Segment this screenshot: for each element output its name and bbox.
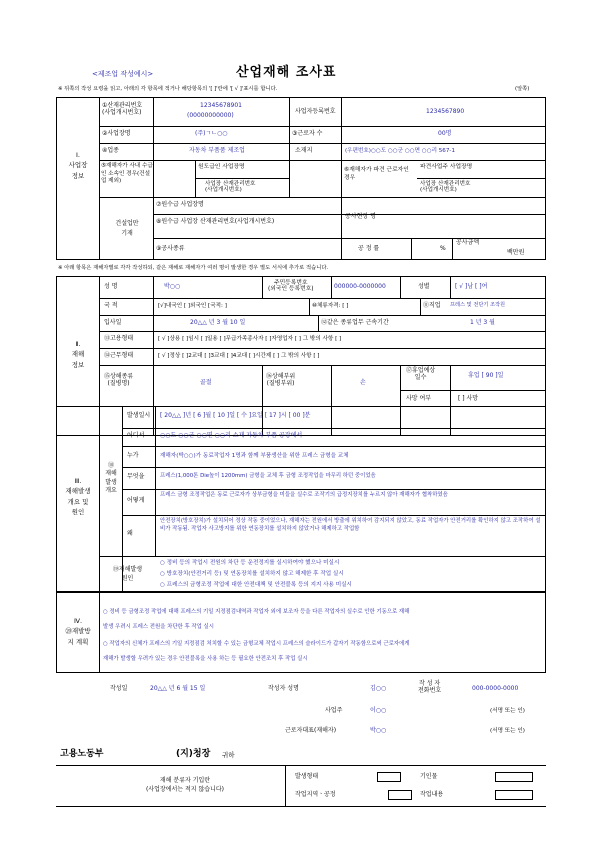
phone-value[interactable]: 000-0000-0000	[472, 685, 519, 692]
cause-line[interactable]: ○ 프레스의 금형조정 작업에 대한 안전대책 및 안전블록 등의 지지 사용 미실시	[160, 582, 352, 588]
sex-value[interactable]: [ √ ]남 [ ]여	[455, 283, 488, 290]
section2-label: Ⅱ. 재해 정보	[71, 340, 85, 369]
sub-no-label: ⑧원수급 사업장 산재관리번호(사업개시번호)	[156, 218, 275, 225]
contract-parent-no-label: 사업장 산재관리번호 (사업개시번호)	[205, 181, 256, 194]
when-label: 발생일시	[127, 412, 151, 419]
injury-type-label: ⑮상해종류 (질병명)	[104, 373, 134, 387]
type-label: 발생형태	[295, 773, 319, 780]
rep-value[interactable]: 박○○	[370, 727, 387, 734]
construction-label: 건설업만 기재	[115, 220, 139, 237]
prevention-line[interactable]: 재해가 발생할 우려가 있는 경우 안전블록을 사용 하는 등 필요한 안전조치 후 작업 실시	[103, 656, 308, 662]
rep-sign[interactable]: (서명 또는 인)	[490, 728, 525, 734]
death-value[interactable]: [ ] 사망	[458, 395, 479, 402]
prevention-line[interactable]: ○ 작업자의 신체가 프레스의 기일 지정점검 처치할 수 있는 금형교체 작업시 프레스의 슬라이드가 갑자기 작동함으로써 근로자에게	[103, 641, 410, 647]
where-label: 어디서	[127, 432, 145, 439]
prevention-line[interactable]: 발생 우려시 프레스 전원을 차단한 후 작업 실시	[103, 624, 214, 630]
company-name-label: ②사업장명	[102, 130, 131, 137]
workers-label: ③근로자 수	[292, 130, 323, 137]
cause-line[interactable]: ○ 방호장치(안전거리 등) 및 연동장치를 설치하지 않고 해제한 후 작업 실시	[160, 571, 344, 577]
accident-no-label: ①산재관리번호 (사업개시번호)	[102, 102, 143, 116]
what-value[interactable]: 프레스(1,000톤 Die높이 1200mm) 금형을 교체 후 금형 조정작업을 마무리 하던 중이었음	[160, 473, 376, 479]
page-title: 산업재해 조사표	[236, 65, 337, 80]
section4-label: Ⅳ. ⑳재발방 지 계획	[65, 617, 91, 646]
hire-label: 입사일	[104, 319, 122, 326]
work-form-value[interactable]: [ √ ]정상 [ ]2교대 [ ]3교대 [ ]4교대 [ ]시간제 [ ] 그 밖의 사항 [ ]	[158, 353, 320, 359]
amount-unit: 백만원	[507, 249, 525, 256]
employment-value[interactable]: [ √ ]상용 [ ]임시 [ ]일용 [ ]무급가족종사자 [ ]자영업자 [ ] 그 밖의 사항 [ ]	[158, 336, 342, 342]
nationality-value[interactable]: [√]내국인 [ ]외국인 [국적: ]	[158, 303, 227, 309]
how-label: 어떻게	[127, 497, 145, 504]
dispatch-no-label: 사업장 산재관리번호 (사업개시번호)	[420, 181, 471, 194]
address-value[interactable]: (우편번호)○○도 ○○군 ○○면 ○○리 567-1	[345, 148, 456, 154]
employer-label: 사업주	[325, 707, 343, 714]
recipient-head: (지)청장	[176, 749, 211, 759]
contract-label: ⑤재해자가 사내 수급인 소속인 경우(건설업 제외)	[101, 163, 153, 185]
business-start-no-value[interactable]: (00000000000)	[187, 112, 234, 119]
amount-label: 공사금액	[456, 239, 480, 246]
header-notice: ※ 뒤쪽의 작성 요령을 읽고, 아래의 각 항목에 적거나 해당항목의 '[ ]'란에 '[ √ ]'표시를 합니다.	[58, 86, 278, 92]
area-code-box[interactable]	[388, 790, 412, 800]
overview-label: ⑱ 재해 발생 개요	[105, 462, 117, 495]
writer-label: 작성자 성명	[268, 685, 299, 692]
type-code-box[interactable]	[377, 772, 401, 782]
rrn-value[interactable]: 000000-0000000	[334, 283, 386, 290]
injury-type-value[interactable]: 골절	[200, 379, 212, 386]
cause-code-box[interactable]	[495, 772, 533, 782]
business-reg-value[interactable]: 1234567890	[426, 108, 465, 115]
section3-label: Ⅲ. 재해발생 개요 및 원인	[65, 477, 91, 517]
progress-unit: %	[440, 245, 446, 252]
cause-line[interactable]: ○ 정비 등의 작업시 전원의 차단 등 운전정지를 실시하여야 했으나 미실시	[160, 560, 340, 566]
rep-label: 근로자대표(재해자)	[285, 727, 337, 734]
progress-label: 공 정 률	[358, 245, 380, 252]
address-label: 소재지	[295, 147, 313, 154]
phone-label: 작 성 자 전화번호	[418, 680, 442, 694]
work-form-label: ⑭근무형태	[104, 352, 134, 359]
name-value[interactable]: 박○○	[164, 283, 181, 290]
industry-value[interactable]: 자동차 부품품 제조업	[189, 147, 245, 154]
sub-company-label: ⑦원수급 사업장명	[156, 201, 204, 208]
company-name-value[interactable]: (주)ㄱㄴ○○	[195, 130, 228, 137]
accident-no-value[interactable]: 12345678901	[200, 102, 242, 109]
site-name-label: 공사현장 명	[345, 213, 376, 220]
rrn-label: 주민등록번호 (외국인 등록번호)	[268, 280, 314, 293]
work-type-label: ⑨공사종류	[156, 245, 185, 252]
job-label: ⑪직업	[423, 302, 441, 309]
cause-label: ⑲재해발생 원인	[112, 566, 143, 582]
business-reg-label: 사업자등록번호	[295, 108, 336, 115]
prevention-line[interactable]: ○ 정비 등 금형조정 작업에 대해 프레스의 기일 지정점검내역과 작업자 외에 보조자 등을 다른 작업자의 실수로 인한 기동으로 재해	[103, 609, 410, 615]
sex-label: 성별	[418, 283, 430, 290]
rest-label: ⑰휴업예상 일수	[406, 367, 436, 381]
employer-value[interactable]: 이○○	[370, 707, 387, 714]
dispatch-company-label: 파견사업주 사업장명	[420, 164, 473, 170]
task-code-box[interactable]	[495, 790, 533, 800]
contract-parent-label: 원도급인 사업장명	[198, 164, 245, 170]
writer-value[interactable]: 김○○	[370, 685, 387, 692]
job-value[interactable]: 프레스 및 전단기 조작원	[450, 302, 506, 308]
why-label: 왜	[127, 530, 133, 537]
task-label: 작업내용	[420, 791, 444, 798]
example-tag: <제조업 작성예시>	[92, 70, 154, 78]
tenure-label: ⑫같은 종류업무 근속기간	[321, 319, 389, 326]
date-value[interactable]: 20△△ 년 6 월 15 일	[150, 685, 206, 692]
visa-label: ⑩체류자격: [ ]	[312, 303, 349, 309]
why-value[interactable]: 안전장치(방호장치)가 설치되어 정상 작동 중이었으나, 재해자는 전원에서 방출에 위치하여 감지되지 않았고, 동료 작업자가 안전거리를 확인하지 않고 조작하여 설비가 작동됨. 작업자 사고방지를 위한 연동장치를 설치하지 않았거나 해제하고 작업함	[160, 518, 541, 532]
nationality-label: 국 적	[104, 302, 118, 309]
how-value[interactable]: 프레스 금형 조정작업은 동료 근로자가 상부금형을 미들을 실수로 조작기의 급정지장치를 누르지 않아 재해자가 협착하였음	[160, 492, 448, 498]
injury-part-label: ⑯상해부위 (질병부위)	[266, 373, 296, 387]
date-label: 작성일	[110, 685, 128, 692]
death-label: 사망 여부	[406, 395, 432, 402]
who-label: 누가	[127, 452, 139, 459]
notice2: ※ 아래 항목은 재해자별로 각각 작성하되, 같은 재해로 재해자가 여러 명이 발생한 경우 별도 서식에 추가로 적습니다.	[58, 265, 329, 271]
tenure-value[interactable]: 1 년 3 월	[470, 319, 495, 326]
dispatch-label: ⑥재해자가 파견 근로자인 경우	[344, 167, 409, 182]
section1-label: Ⅰ. 사업장 정보	[68, 151, 88, 180]
cause-obj-label: 기인물	[420, 773, 438, 780]
recipient-office: 고용노동부	[60, 749, 104, 759]
name-label: 성 명	[104, 283, 118, 290]
who-value[interactable]: 재해자(박○○)가 동료작업자 1명과 함께 부품생산을 위한 프레스 금형을 교체	[160, 453, 349, 459]
injury-part-value[interactable]: 손	[360, 379, 366, 386]
area-label: 작업지역ㆍ공정	[295, 791, 336, 798]
recipient-suffix: 귀하	[222, 751, 235, 759]
footer-note: 재해 분류자 기입란 (사업장에서는 적지 않습니다)	[145, 777, 225, 793]
industry-label: ④업종	[102, 147, 119, 154]
workers-value[interactable]: 00명	[438, 130, 452, 137]
page-side: (앞쪽)	[515, 86, 530, 92]
when-value[interactable]: [ 20△△ ]년 [ 6 ]월 [ 10 ]일 [ 수 ]요일 [ 17 ]시 [ 00 ]분	[160, 412, 311, 419]
employment-label: ⑬고용형태	[104, 335, 134, 342]
employer-sign[interactable]: (서명 또는 인)	[490, 708, 525, 714]
what-label: 무엇을	[127, 473, 145, 480]
hire-value[interactable]: 20△△ 년 3 월 10 일	[190, 319, 246, 326]
rest-value[interactable]: 휴업 [ 90 ]일	[468, 372, 504, 379]
where-value[interactable]: ○○도 ○○군 ○○면 ○○리 소재 자동차 부품 공장에서	[160, 432, 303, 439]
